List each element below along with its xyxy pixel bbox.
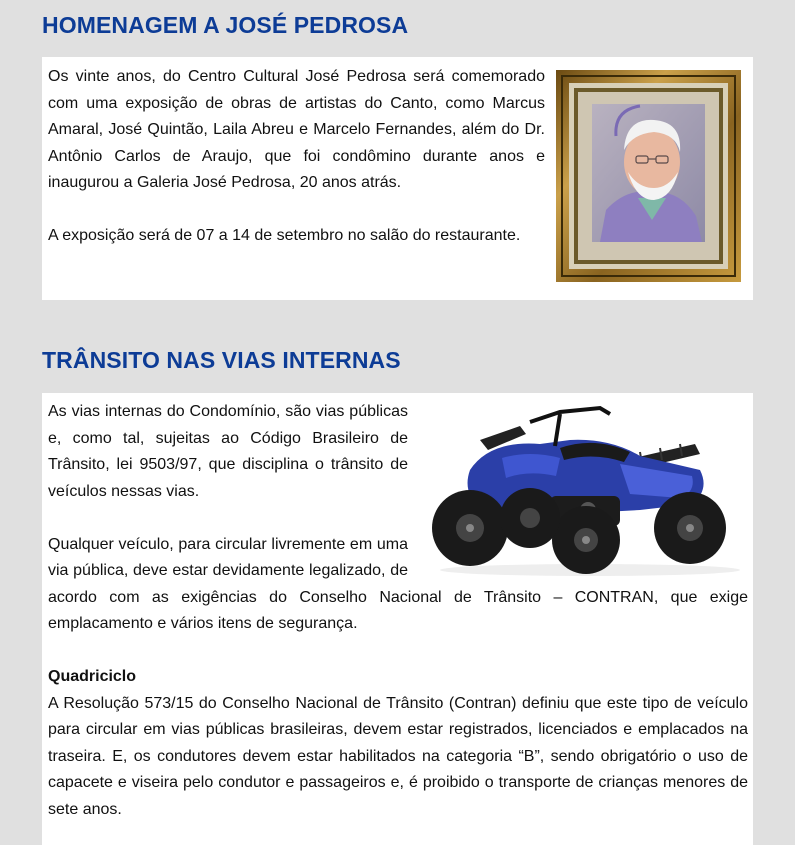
transito-paragraph-1: As vias internas do Condomínio, são vias públicas e, como tal, sujeitas ao Código Brasileiro de Trânsito, lei 9503/97, que disciplina o trânsito de veículos nessas vias. bbox=[48, 403, 408, 500]
atv-quad-bike-image bbox=[410, 400, 748, 578]
quadriciclo-subheading: Quadriciclo bbox=[48, 668, 137, 685]
homenagem-paragraph-2: A exposição será de 07 a 14 de setembro no salão do restaurante. bbox=[48, 227, 521, 244]
portrait-painting-image bbox=[556, 70, 741, 282]
section-title-homenagem: HOMENAGEM A JOSÉ PEDROSA bbox=[42, 12, 409, 38]
transito-paragraph-2: Qualquer veículo, para circular livremente em uma via pública, deve estar devidamente legalizado, de acordo com as exigências do Conselho Nacional de Trânsito – CONTRAN, que exige emplacamento e vários itens de segurança. bbox=[48, 535, 748, 632]
transito-paragraph-3: A Resolução 573/15 do Conselho Nacional de Trânsito (Contran) definiu que este tipo de veículo para circular em vias públicas brasileiras, devem estar registrados, licenciados e emplacados na traseira. E, os condutores devem estar habilitados na categoria “B”, sendo obrigatório o uso de capacete e viseira pelo condutor e passageiros e, é proibido o transporte de crianças menores de sete anos. bbox=[48, 694, 748, 818]
homenagem-paragraph-1: Os vinte anos, do Centro Cultural José Pedrosa será comemorado com uma exposição de obras de artistas do Canto, como Marcus Amaral, José Quintão, Laila Abreu e Marcelo Fernandes, além do Dr. Antônio Carlos de Araujo, que foi condômino durante anos e inaugurou a Galeria José Pedrosa, 20 anos atrás. bbox=[48, 68, 545, 191]
section-title-transito: TRÂNSITO NAS VIAS INTERNAS bbox=[42, 347, 401, 373]
